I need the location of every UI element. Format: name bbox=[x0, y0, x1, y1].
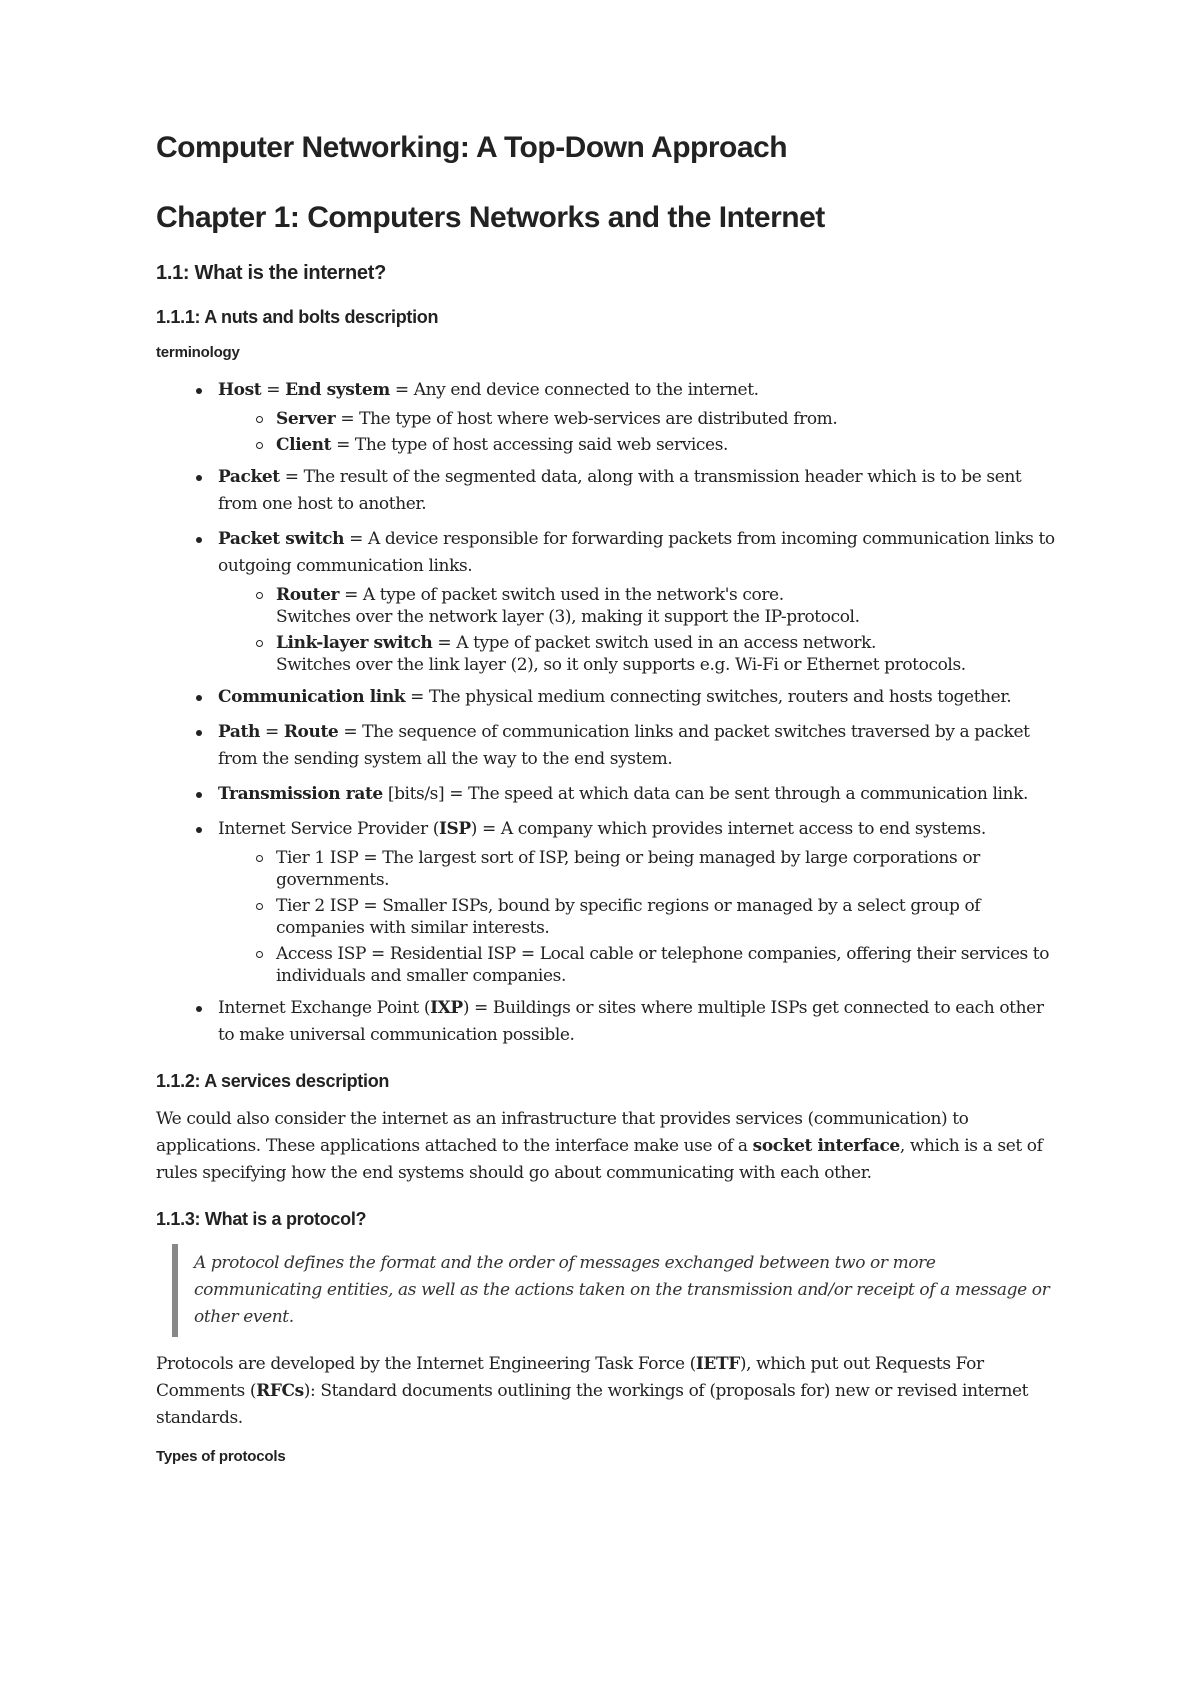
list-item-access-isp: Access ISP = Residential ISP = Local cable or telephone companies, offering their services to individuals and smaller companies. bbox=[276, 943, 1056, 987]
term-isp: ISP bbox=[438, 819, 471, 839]
term-ietf: IETF bbox=[695, 1354, 740, 1374]
term-definition: ) = A company which provides internet access to end systems. bbox=[470, 819, 986, 839]
term-prefix: Internet Exchange Point ( bbox=[218, 998, 431, 1018]
term-separator: = bbox=[261, 380, 286, 400]
term-packet: Packet bbox=[218, 467, 280, 487]
list-item-host bbox=[218, 377, 1056, 456]
term-definition: [bits/s] = The speed at which data can be sent through a communication link. bbox=[382, 784, 1028, 804]
term-link-layer-switch: Link-layer switch bbox=[276, 633, 433, 653]
term-definition: = Any end device connected to the internet. bbox=[389, 380, 759, 400]
paragraph-text: ): Standard documents outlining the workings of (proposals for) new or revised internet standards. bbox=[156, 1381, 1029, 1428]
list-item-transmission-rate bbox=[218, 781, 1056, 808]
term-definition: = The result of the segmented data, along with a transmission header which is to be sent from one host to another. bbox=[218, 467, 1022, 514]
term-server: Server bbox=[276, 409, 336, 429]
term-detail: Switches over the link layer (2), so it only supports e.g. Wi-Fi or Ethernet protocols. bbox=[276, 655, 966, 675]
term-end-system: End system bbox=[285, 380, 390, 400]
term-prefix: Internet Service Provider ( bbox=[218, 819, 439, 839]
term-definition: = A type of packet switch used in the network's core. bbox=[339, 585, 784, 605]
term-route: Route bbox=[283, 722, 339, 742]
term-detail: Switches over the network layer (3), making it support the IP-protocol. bbox=[276, 607, 860, 627]
list-item-router bbox=[276, 584, 1056, 628]
protocols-paragraph bbox=[156, 1351, 1056, 1432]
document-title: Computer Networking: A Top-Down Approach bbox=[156, 131, 788, 164]
term-socket-interface: socket interface bbox=[752, 1136, 900, 1156]
term-transmission-rate: Transmission rate bbox=[218, 784, 383, 804]
paragraph-text: Protocols are developed by the Internet Engineering Task Force ( bbox=[156, 1354, 696, 1374]
paragraph-text: ), which put out Requests For Comments ( bbox=[156, 1354, 984, 1401]
list-item-client bbox=[276, 434, 1056, 456]
paragraph-text: We could also consider the internet as an infrastructure that provides services (communication) to applications. These applications attached to the interface make use of a bbox=[156, 1109, 969, 1156]
term-definition: = The type of host where web-services are distributed from. bbox=[335, 409, 838, 429]
list-item-packet-switch bbox=[218, 526, 1056, 676]
term-definition: ) = Buildings or sites where multiple ISPs get connected to each other to make universal communication possible. bbox=[218, 998, 1044, 1045]
isp-sublist bbox=[218, 847, 1056, 987]
terminology-heading: terminology bbox=[156, 344, 240, 361]
packet-switch-sublist bbox=[218, 584, 1056, 676]
term-definition: = The type of host accessing said web services. bbox=[331, 435, 729, 455]
services-paragraph bbox=[156, 1106, 1056, 1187]
list-item-tier1: Tier 1 ISP = The largest sort of ISP, being or being managed by large corporations or governments. bbox=[276, 847, 1056, 891]
term-path: Path bbox=[218, 722, 260, 742]
list-item-ixp bbox=[218, 995, 1056, 1049]
list-item-tier2: Tier 2 ISP = Smaller ISPs, bound by specific regions or managed by a select group of companies with similar interests. bbox=[276, 895, 1056, 939]
protocol-quote: A protocol defines the format and the order of messages exchanged between two or more communicating entities, as well as the actions taken on the transmission and/or receipt of a message or other event. bbox=[172, 1244, 1056, 1337]
section-heading-1-1: 1.1: What is the internet? bbox=[156, 262, 387, 284]
list-item-communication-link bbox=[218, 684, 1056, 711]
host-sublist bbox=[218, 408, 1056, 456]
list-item-isp bbox=[218, 816, 1056, 987]
chapter-heading: Chapter 1: Computers Networks and the Internet bbox=[156, 201, 825, 234]
term-separator: = bbox=[259, 722, 284, 742]
term-host: Host bbox=[218, 380, 262, 400]
term-definition: = The physical medium connecting switches, routers and hosts together. bbox=[405, 687, 1012, 707]
term-ixp: IXP bbox=[430, 998, 463, 1018]
document-page bbox=[156, 120, 1056, 1465]
section-heading-1-1-3: 1.1.3: What is a protocol? bbox=[156, 1209, 367, 1229]
list-item-server bbox=[276, 408, 1056, 430]
term-packet-switch: Packet switch bbox=[218, 529, 345, 549]
list-item-link-layer-switch bbox=[276, 632, 1056, 676]
term-definition: = A type of packet switch used in an access network. bbox=[432, 633, 877, 653]
terminology-list bbox=[156, 377, 1056, 1049]
term-communication-link: Communication link bbox=[218, 687, 406, 707]
term-router: Router bbox=[276, 585, 340, 605]
types-of-protocols-heading: Types of protocols bbox=[156, 1448, 286, 1465]
section-heading-1-1-1: 1.1.1: A nuts and bolts description bbox=[156, 307, 439, 327]
section-heading-1-1-2: 1.1.2: A services description bbox=[156, 1071, 390, 1091]
list-item-packet bbox=[218, 464, 1056, 518]
term-client: Client bbox=[276, 435, 332, 455]
term-definition: = A device responsible for forwarding packets from incoming communication links to outgoing communication links. bbox=[218, 529, 1055, 576]
list-item-path bbox=[218, 719, 1056, 773]
term-definition: = The sequence of communication links and packet switches traversed by a packet from the sending system all the way to the end system. bbox=[218, 722, 1030, 769]
term-rfcs: RFCs bbox=[256, 1381, 304, 1401]
paragraph-text: , which is a set of rules specifying how the end systems should go about communicating with each other. bbox=[156, 1136, 1043, 1183]
